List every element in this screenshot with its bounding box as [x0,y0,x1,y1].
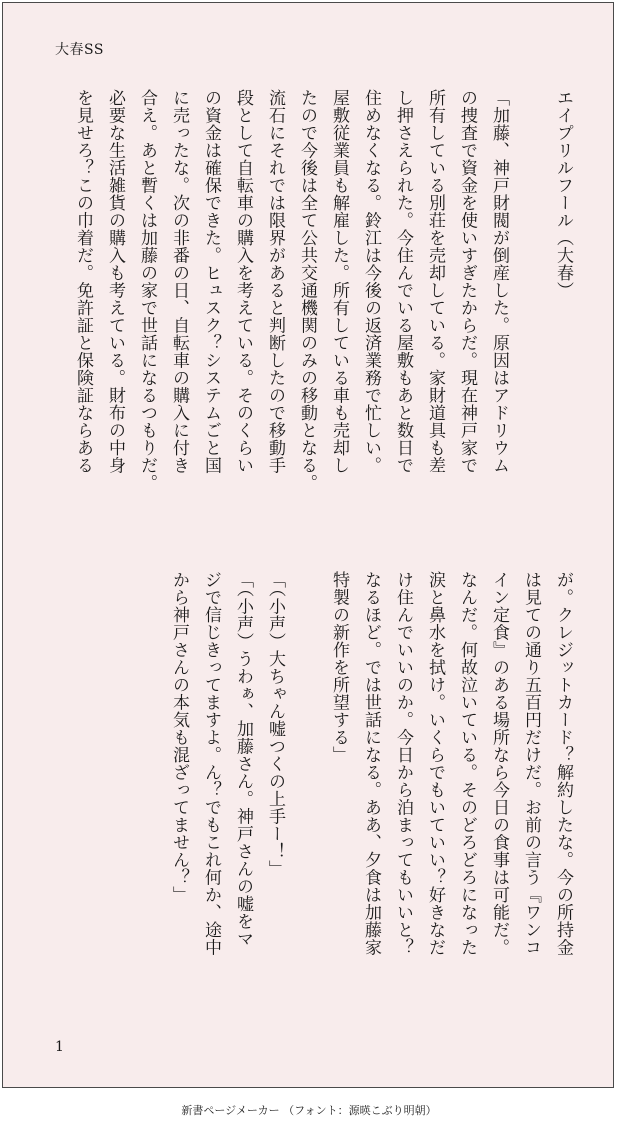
page-number: 1 [55,1039,64,1055]
page-header: 大春SS [55,42,104,58]
manuscript-page [2,2,614,1088]
story-text-upper: エイプリルフール（大春） 「加藤、神戸財閥が倒産した。原因はアドリウム の捜査で資金を使いすぎたからだ。現在神戸家で 所有している別荘を売却している。家財道具も差 し押さえられた。今住んでいる屋敷もあと数日で 住めなくなる。鈴江は今後の返済業務で忙しい。 屋敷従業員も解雇した。所有している車も売却し たので今後は全て公共交通機関のみの移動となる。 流石にそれでは限界があると判断したので移動手 段として自転車の購入を考えている。そのくらい の資金は確保できた。ヒュスク？システムごと国 に売ったな。次の非番の日、自転車の購入に付き 合え。あと暫くは加藤の家で世話になるつもりだ。 必要な生活雑貨の購入も考えている。財布の中身 を見せろ？この巾着だ。免許証と保険証ならある [73,89,573,492]
generator-credit: 新書ページメーカー （フォント：源暎こぶり明朝） [181,1104,437,1117]
story-text-lower: が。クレジットカード？解約したな。今の所持金 は見ての通り五百円だけだ。お前の言う『ワンコ イン定食』のある場所なら今日の食事は可能だ。 なんだ。何故泣いている。そのどろどろになった 涙と鼻水を拭け。いくらでもいていい？好きなだ け住んでいいのか。今日から泊まってもいいと？ なるほど。では世話になる。ああ、夕食は加藤家 特製の新作を所望する」 「（小声）大ちゃん嘘つくの上手ー！」 「（小声）うわぁ、加藤さん。神戸さんの嘘をマ ジで信じきってますよ。ん？でもこれ何か、途中 から神戸さんの本気も混ざってません？」 [169,571,573,956]
